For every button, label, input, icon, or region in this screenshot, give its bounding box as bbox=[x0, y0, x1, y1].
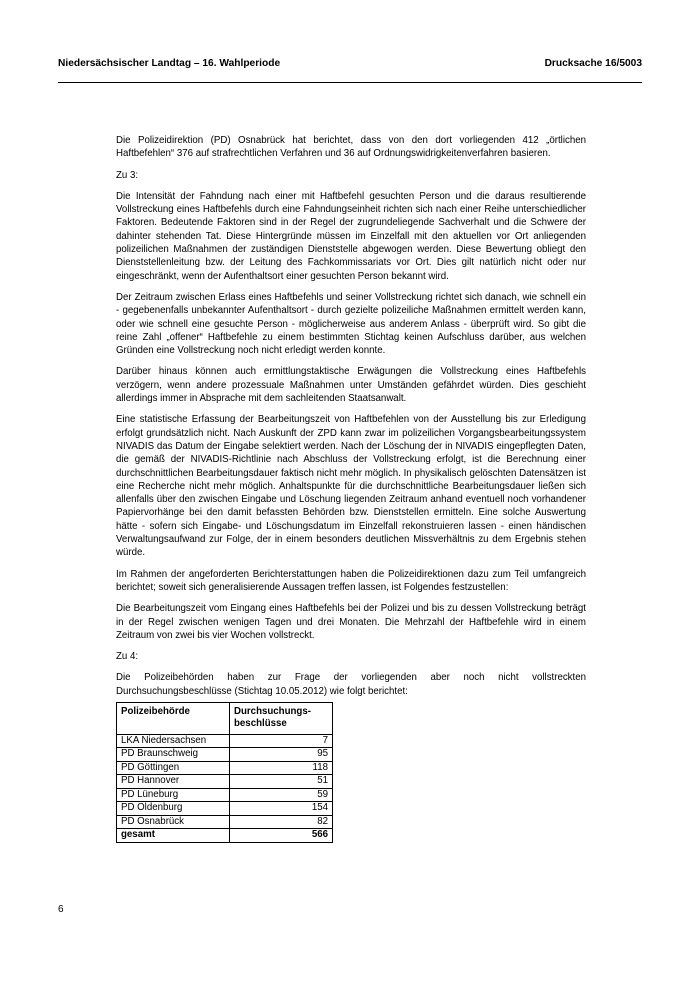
table-row bbox=[117, 748, 333, 762]
row-value: 59 bbox=[230, 788, 333, 802]
row-name: PD Osnabrück bbox=[117, 815, 230, 829]
header-document-number: Drucksache 16/5003 bbox=[544, 58, 642, 69]
row-name: PD Hannover bbox=[117, 775, 230, 789]
paragraph-fahndung-intensitaet: Die Intensität der Fahndung nach einer mit Haftbefehl gesuchten Person und die daraus resultierende Vollstreckung eines Haftbefehls durch eine Fahndungseinheit richten sich nach einer Reihe unterschiedlicher Faktoren. Bedeutende Faktoren sind in der Regel der zugrundeliegende Sachverhalt und die Schwere der dahinter stehenden Tat. Diese Hintergründe müssen im Einzelfall mit den aktuellen vor Ort anliegenden polizeilichen Maßnahmen der zuständigen Dienststelle abgewogen werden. Diese Bewertung obliegt den Dienststellenleitung bzw. der Leitung des Fachkommissariats vor Ort. Dies gilt natürlich nicht oder nur eingeschränkt, wenn der Aufenthaltsort einer gesuchten Person bekannt wird. bbox=[116, 190, 586, 282]
header-divider bbox=[58, 82, 642, 83]
row-value: 51 bbox=[230, 775, 333, 789]
paragraph-ermittlungstaktik: Darüber hinaus können auch ermittlungstaktische Erwägungen die Vollstreckung eines Haftbefehls verzögern, wenn andere prozessuale Maßnahmen unter Umständen gefährdet würden. Dies geschieht allerdings immer in Absprache mit dem sachleitenden Staatsanwalt. bbox=[116, 366, 586, 405]
document-body bbox=[116, 134, 586, 843]
page-number: 6 bbox=[58, 904, 64, 915]
column-header-line1: Durchsuchungs- bbox=[234, 705, 311, 717]
total-value: 566 bbox=[230, 829, 333, 843]
paragraph-durchsuchungsbeschluesse: Die Polizeibehörden haben zur Frage der vorliegenden aber noch nicht vollstreckten Durchsuchungsbeschlüsse (Stichtag 10.05.2012) wie folgt berichtet: bbox=[116, 672, 586, 697]
durchsuchungsbeschluesse-table bbox=[116, 702, 333, 843]
paragraph-zeitraum: Der Zeitraum zwischen Erlass eines Haftbefehls und seiner Vollstreckung richtet sich danach, wie schnell ein - gegebenenfalls unbekannter Aufenthaltsort - durch gezielte polizeiliche Maßnahmen ermittelt werden kann, oder wie schnell eine gesuchte Person - möglicherweise aus anderem Anlass - überprüft wird. So gibt die reine Zahl „offener“ Haftbefehle zu einem bestimmten Stichtag keinen Aufschluss darüber, aus welchen Gründen eine Vollstreckung noch nicht erledigt werden konnte. bbox=[116, 291, 586, 357]
row-value: 82 bbox=[230, 815, 333, 829]
table-row bbox=[117, 815, 333, 829]
row-name: PD Lüneburg bbox=[117, 788, 230, 802]
row-value: 118 bbox=[230, 761, 333, 775]
header-parliament-title: Niedersächsischer Landtag – 16. Wahlperiode bbox=[58, 58, 281, 69]
row-value: 7 bbox=[230, 734, 333, 748]
page-header bbox=[58, 58, 642, 74]
table-header-row bbox=[117, 702, 333, 734]
paragraph-berichterstattungen: Im Rahmen der angeforderten Berichterstattungen haben die Polizeidirektionen dazu zum Teil umfangreich berichtet; soweit sich generalisierende Aussagen treffen lassen, ist Folgendes festzustellen: bbox=[116, 568, 586, 593]
column-header-polizeibehoerde: Polizeibehörde bbox=[117, 702, 230, 734]
column-header-line2: beschlüsse bbox=[234, 718, 287, 730]
heading-zu-4: Zu 4: bbox=[116, 651, 139, 663]
row-name: PD Braunschweig bbox=[117, 748, 230, 762]
table-row bbox=[117, 761, 333, 775]
row-value: 154 bbox=[230, 802, 333, 816]
table-row bbox=[117, 775, 333, 789]
table-row bbox=[117, 788, 333, 802]
row-name: PD Oldenburg bbox=[117, 802, 230, 816]
total-label: gesamt bbox=[117, 829, 230, 843]
table-total-row bbox=[117, 829, 333, 843]
heading-zu-3: Zu 3: bbox=[116, 169, 139, 181]
row-name: PD Göttingen bbox=[117, 761, 230, 775]
paragraph-bearbeitungszeit: Die Bearbeitungszeit vom Eingang eines Haftbefehls bei der Polizei und bis zu dessen Vollstreckung beträgt in der Regel zwischen wenigen Tagen und drei Monaten. Die Mehrzahl der Haftbefehle wird in einem Zeitraum von zwei bis vier Wochen vollstreckt. bbox=[116, 603, 586, 641]
paragraph-statistische-erfassung: Eine statistische Erfassung der Bearbeitungszeit von Haftbefehlen von der Ausstellung bis zur Erledigung erfolgt grundsätzlich nicht. Nach Auskunft der ZPD kann zwar im polizeilichen Vorgangsbearbeitungssystem NIVADIS das Datum der Eingabe selektiert werden. Nach der Löschung der in NIVADIS eingepflegten Daten, die gemäß der NIVADIS-Richtlinie nach Abschluss der Vollstreckung erfolgt, ist die Berechnung einer durchschnittlichen Bearbeitungsdauer faktisch nicht mehr möglich. In physikalisch gelöschten Datensätzen ist eine Recherche nicht mehr möglich. Anhaltspunkte für die durchschnittliche Bearbeitungsdauer ließen sich allenfalls über den zwischen Eingabe und Löschung liegenden Zeitraum anhand eventuell noch vorhandener Papiervorhänge bei den damit befassten Behörden bzw. Dienststellen ermitteln. Eine solche Auswertung hätte - sofern sich Eingabe- und Löschungsdatum im Einzelfall rekonstruieren lassen - einen händischen Verwaltungsaufwand zur Folge, der in einem besonders deutlichen Missverhältnis zu dem Ergebnis stehen würde. bbox=[116, 414, 586, 559]
table-row bbox=[117, 802, 333, 816]
row-value: 95 bbox=[230, 748, 333, 762]
row-name: LKA Niedersachsen bbox=[117, 734, 230, 748]
paragraph-pd-osnabrueck: Die Polizeidirektion (PD) Osnabrück hat berichtet, dass von den dort vorliegenden 412 „örtlichen Haftbefehlen“ 376 auf strafrechtlichen Verfahren und 36 auf Ordnungswidrigkeitenverfahren basieren. bbox=[116, 135, 586, 160]
table-row bbox=[117, 734, 333, 748]
column-header-durchsuchungsbeschluesse bbox=[230, 702, 333, 734]
